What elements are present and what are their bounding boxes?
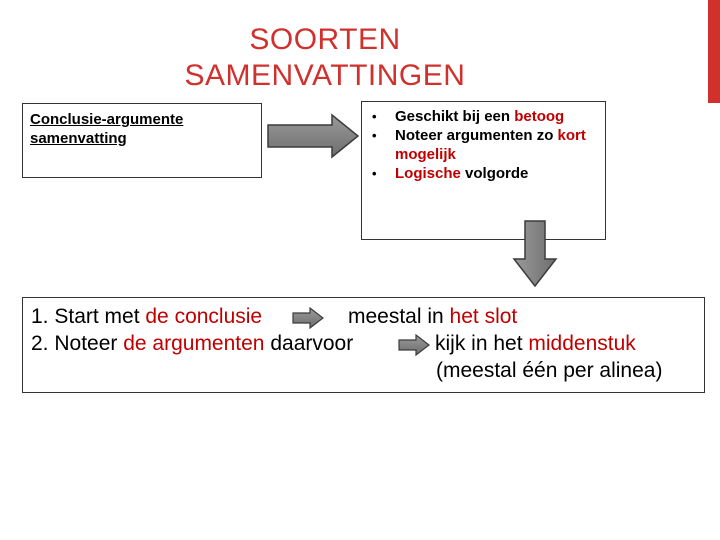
- right-arrow-icon: [266, 113, 362, 159]
- title-line-2: SAMENVATTINGEN: [184, 59, 466, 92]
- step-2-note: (meestal één per alinea): [436, 359, 663, 382]
- right-arrow-icon: [292, 307, 324, 329]
- step-1: 1. Start met de conclusie meestal in het slot: [31, 305, 518, 328]
- list-item: • Noteer argumenten zo kort mogelijk: [370, 126, 601, 164]
- list-item: • Logische volgorde: [370, 164, 601, 183]
- summary-type-box: [22, 103, 262, 178]
- accent-bar: [708, 0, 720, 103]
- steps-box: [22, 297, 705, 393]
- step-2: 2. Noteer de argumenten daarvoor kijk in het middenstuk: [31, 332, 636, 355]
- title-line-1: SOORTEN: [249, 23, 401, 56]
- characteristics-list: [370, 107, 601, 183]
- summary-type-line-2: samenvatting: [30, 130, 127, 147]
- right-arrow-icon: [398, 334, 430, 356]
- list-item: • Geschikt bij een betoog: [370, 107, 601, 126]
- slide-title: [120, 22, 530, 94]
- characteristics-box: [361, 101, 606, 240]
- summary-type-line-1: Conclusie-argumente: [30, 111, 184, 128]
- down-arrow-icon: [512, 219, 558, 289]
